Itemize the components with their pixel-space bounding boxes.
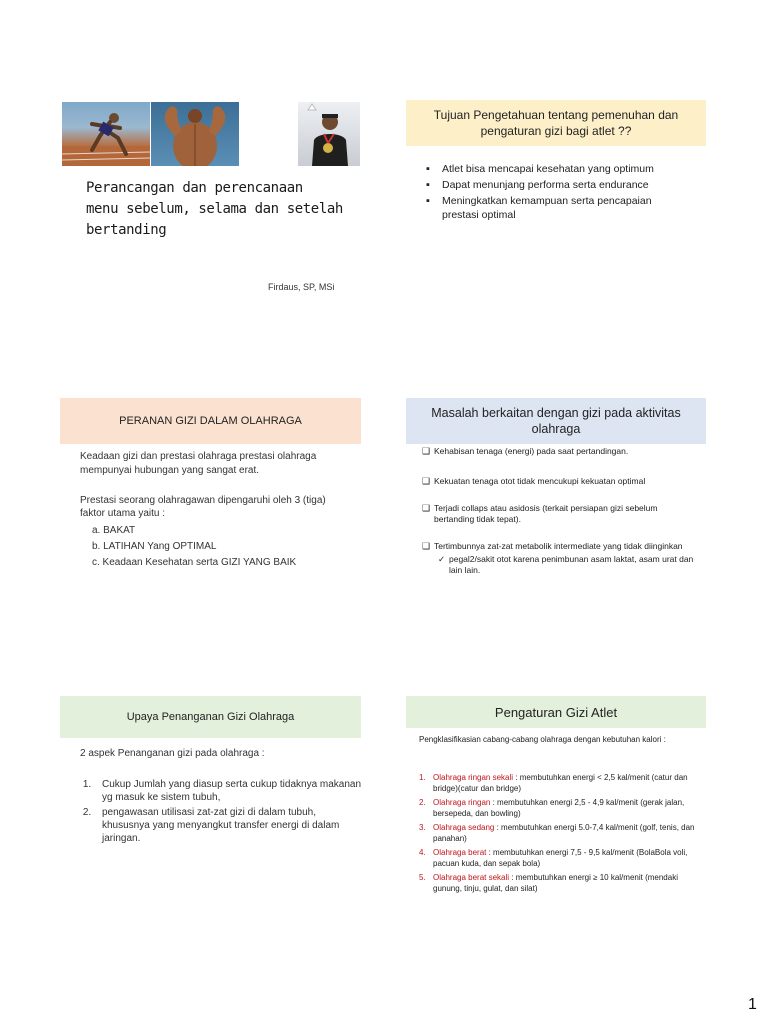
item-number: 2.	[419, 798, 426, 807]
problem-item: ❑ Kehabisan tenaga (energi) pada saat pertandingan.	[422, 446, 698, 457]
slide-3-header	[60, 398, 361, 444]
athlete-medal-photo	[298, 102, 360, 166]
goal-item: ▪ Meningkatkan kemampuan serta pencapaian prestasi optimal	[420, 194, 690, 222]
classification-item	[419, 872, 703, 894]
handling-list	[80, 778, 364, 845]
slide-6-intro: Pengklasifikasian cabang-cabang olahraga dengan kebutuhan kalori :	[419, 735, 666, 744]
bodybuilder-photo	[151, 102, 239, 166]
handling-item: 1. Cukup Jumlah yang diasup serta cukup tidaknya makanan yg masuk ke sistem tubuh,	[94, 778, 364, 804]
classification-item	[419, 847, 703, 869]
item-label: Olahraga ringan sekali	[433, 773, 514, 782]
slide-2-header-text: Tujuan Pengetahuan tentang pemenuhan dan pengaturan gizi bagi atlet ??	[433, 108, 679, 138]
sprinter-photo	[62, 102, 150, 166]
classification-item	[419, 772, 703, 794]
slide-2-header	[406, 100, 706, 146]
title-line-1: Perancangan dan perencanaan	[86, 180, 303, 196]
title-line-3: bertanding	[86, 222, 167, 238]
factor-item: b. LATIHAN Yang OPTIMAL	[92, 541, 217, 552]
factor-item: c. Keadaan Kesehatan serta GIZI YANG BAIK	[92, 557, 297, 568]
problem-item: ❑ Kekuatan tenaga otot tidak mencukupi kekuatan optimal	[422, 476, 698, 487]
goal-item: ▪ Dapat menunjang performa serta endurance	[420, 178, 690, 192]
slide-5	[60, 696, 362, 926]
author-name: Firdaus, SP, MSi	[268, 282, 335, 292]
item-text: : membutuhkan energi 7,5 - 9,5 kal/menit (BolaBola voli, pacuan kuda, dan sepak bola)	[433, 848, 688, 868]
problem-item: ❑ Terjadi collaps atau asidosis (terkait persiapan gizi sebelum bertanding tidak tepat).	[422, 503, 698, 525]
slide-6	[406, 696, 708, 926]
slide-3-para-1: Keadaan gizi dan prestasi olahraga prestasi olahraga mempunyai hubungan yang sangat erat.	[80, 451, 317, 476]
slide-1-title	[86, 178, 356, 241]
problem-item: ❑ Tertimbunnya zat-zat metabolik intermediate yang tidak diinginkan	[422, 541, 698, 552]
item-text: : membutuhkan energi ≥ 10 kal/menit (mendaki gunung, tinju, gulat, dan silat)	[433, 873, 678, 893]
classification-item	[419, 797, 703, 819]
slide-5-header-text: Upaya Penanganan Gizi Olahraga	[126, 711, 295, 723]
slide-4	[406, 398, 708, 628]
slide-3-para-2: Prestasi seorang olahragawan dipengaruhi oleh 3 (tiga) faktor utama yaitu :	[80, 495, 326, 519]
slide-6-header-text: Pengaturan Gizi Atlet	[494, 704, 618, 720]
item-label: Olahraga berat	[433, 848, 487, 857]
slide-6-header	[406, 696, 706, 728]
problem-sub-item	[422, 554, 698, 576]
slide-5-intro: 2 aspek Penanganan gizi pada olahraga :	[80, 748, 265, 759]
item-label: Olahraga sedang	[433, 823, 495, 832]
slide-1	[60, 98, 362, 328]
item-number: 1.	[419, 773, 426, 782]
slide-3-header-text: PERANAN GIZI DALAM OLAHRAGA	[119, 415, 302, 427]
item-text: : membutuhkan energi < 2,5 kal/menit (catur dan bridge)(catur dan bridge)	[433, 773, 688, 793]
slide-3	[60, 398, 362, 628]
classification-item	[419, 822, 703, 844]
goals-list	[420, 162, 690, 224]
item-label: Olahraga berat sekali	[433, 873, 510, 882]
item-number: 4.	[419, 848, 426, 857]
slide-4-header-text: Masalah berkaitan dengan gizi pada aktivitas olahraga	[431, 406, 681, 436]
item-label: Olahraga ringan	[433, 798, 491, 807]
goal-item: ▪ Atlet bisa mencapai kesehatan yang optimum	[420, 162, 690, 176]
page-number: 1	[748, 996, 757, 1013]
classification-list	[419, 772, 703, 894]
item-number: 3.	[419, 823, 426, 832]
check-icon: ✓	[438, 554, 446, 564]
factor-list	[92, 523, 352, 571]
item-number: 5.	[419, 873, 426, 882]
slide-5-header	[60, 696, 361, 738]
handling-item: 2. pengawasan utilisasi zat-zat gizi di dalam tubuh, khususnya yang menyangkut transfer energi di dalam jaringan.	[94, 806, 364, 845]
factor-item: a. BAKAT	[92, 525, 136, 536]
item-text: : membutuhkan energi 5.0-7,4 kal/menit (golf, tenis, dan panahan)	[433, 823, 695, 843]
slide-2	[406, 100, 708, 330]
item-text: : membutuhkan energi 2,5 - 4,9 kal/menit (gerak jalan, bersepeda, dan bowling)	[433, 798, 685, 818]
title-line-2: menu sebelum, selama dan setelah	[86, 201, 343, 217]
problem-sub-item-text: pegal2/sakit otot karena penimbunan asam laktat, asam urat dan lain lain.	[449, 554, 694, 575]
slide-4-header	[406, 398, 706, 444]
problem-list	[422, 446, 698, 576]
